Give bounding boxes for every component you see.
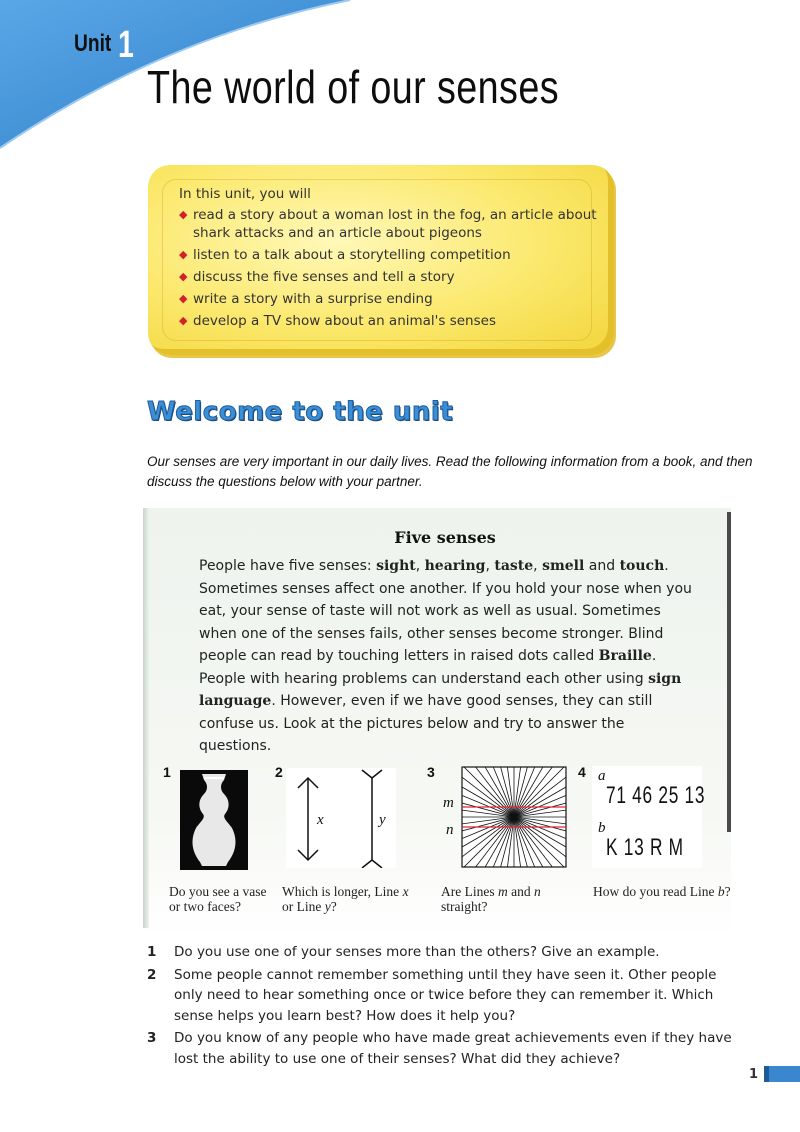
objective-item <box>179 290 599 308</box>
picture-number: 3 <box>427 764 435 780</box>
objective-text: develop a TV show about an animal's senses <box>193 313 496 329</box>
card-left-edge <box>143 508 149 928</box>
objective-text: write a story with a surprise ending <box>193 291 433 307</box>
line-x-label: x <box>317 812 324 828</box>
diamond-bullet-icon: ◆ <box>179 270 188 283</box>
objective-text: discuss the five senses and tell a story <box>193 269 455 285</box>
hering-illusion <box>461 766 567 868</box>
objective-text: read a story about a woman lost in the fog, an article about shark attacks and an article about pigeons <box>193 207 597 241</box>
question-text: Do you know of any people who have made great achievements even if they have lost the ability to use one of their senses? What did they achieve? <box>174 1030 732 1067</box>
card-right-edge <box>727 512 731 832</box>
question-item <box>147 942 747 963</box>
question-number: 2 <box>147 966 157 983</box>
picture-number: 1 <box>163 764 171 780</box>
term-sign-language: sign language <box>199 670 682 709</box>
line-b-text: K 13 R M <box>606 834 684 861</box>
section-heading: Welcome to the unit <box>147 397 454 427</box>
objective-item <box>179 206 599 242</box>
page-title: The world of our senses <box>147 61 559 113</box>
question-text: Do you use one of your senses more than the others? Give an example. <box>174 944 660 960</box>
term-sight: sight <box>376 558 416 574</box>
unit-word: Unit <box>74 30 112 57</box>
objective-text: listen to a talk about a storytelling competition <box>193 247 511 263</box>
picture-caption: Are Lines m and n straight? <box>441 884 541 914</box>
question-item <box>147 1028 747 1069</box>
reading-title: Five senses <box>394 528 496 547</box>
diamond-bullet-icon: ◆ <box>179 248 188 261</box>
discussion-questions <box>147 942 747 1071</box>
question-number: 3 <box>147 1030 157 1046</box>
objective-item <box>179 268 599 286</box>
term-taste: taste <box>494 558 534 574</box>
diamond-bullet-icon: ◆ <box>179 314 188 327</box>
term-braille: Braille <box>598 648 652 664</box>
reading-body: People have five senses: sight, hearing, taste, smell and touch. Sometimes senses affect one another. If you hold your nose when you eat, your sense of taste will not work as well as usual. Sometimes when one of the senses fails, other senses become stronger. Blind people can read by touching letters in raised dots called Braille. People with hearing problems can understand each other using sign language. However, even if we have good senses, they can still confuse us. Look at the pictures below and try to answer the questions. <box>199 558 692 754</box>
page-number: 1 <box>749 1067 759 1082</box>
section-intro: Our senses are very important in our daily lives. Read the following information from a book, and then discuss the questions below with your partner. <box>147 454 753 489</box>
term-smell: smell <box>542 558 585 574</box>
term-hearing: hearing <box>424 558 486 574</box>
objectives-intro: In this unit, you will <box>179 186 311 202</box>
picture-caption: Which is longer, Line x or Line y? <box>282 884 409 914</box>
vase-faces-illusion <box>180 770 248 870</box>
objectives-list <box>179 206 599 334</box>
line-a-text: 71 46 25 13 <box>606 782 706 809</box>
objective-item <box>179 246 599 264</box>
line-m-label: m <box>443 795 454 811</box>
picture-caption: How do you read Line b? <box>593 884 731 899</box>
unit-label <box>74 24 134 66</box>
page-tab-bar-dark <box>764 1066 769 1082</box>
term-touch: touch <box>619 558 665 574</box>
line-n-label: n <box>446 822 454 838</box>
diamond-bullet-icon: ◆ <box>179 292 188 305</box>
line-y-label: y <box>379 812 386 828</box>
line-a-label: a <box>598 768 606 784</box>
question-item <box>147 965 747 1027</box>
objective-item <box>179 312 599 330</box>
question-text: Some people cannot remember something until they have seen it. Other people only need to hear something once or twice before they can remember it. Which sense helps you learn best? How does it help you? <box>174 966 717 1024</box>
picture-caption: Do you see a vase or two faces? <box>169 884 267 914</box>
unit-number: 1 <box>118 24 134 66</box>
picture-number: 4 <box>578 764 586 780</box>
diamond-bullet-icon: ◆ <box>179 208 188 221</box>
question-number: 1 <box>147 944 157 960</box>
line-b-label: b <box>598 820 606 836</box>
picture-number: 2 <box>275 764 283 780</box>
page-tab-bar <box>764 1066 800 1082</box>
